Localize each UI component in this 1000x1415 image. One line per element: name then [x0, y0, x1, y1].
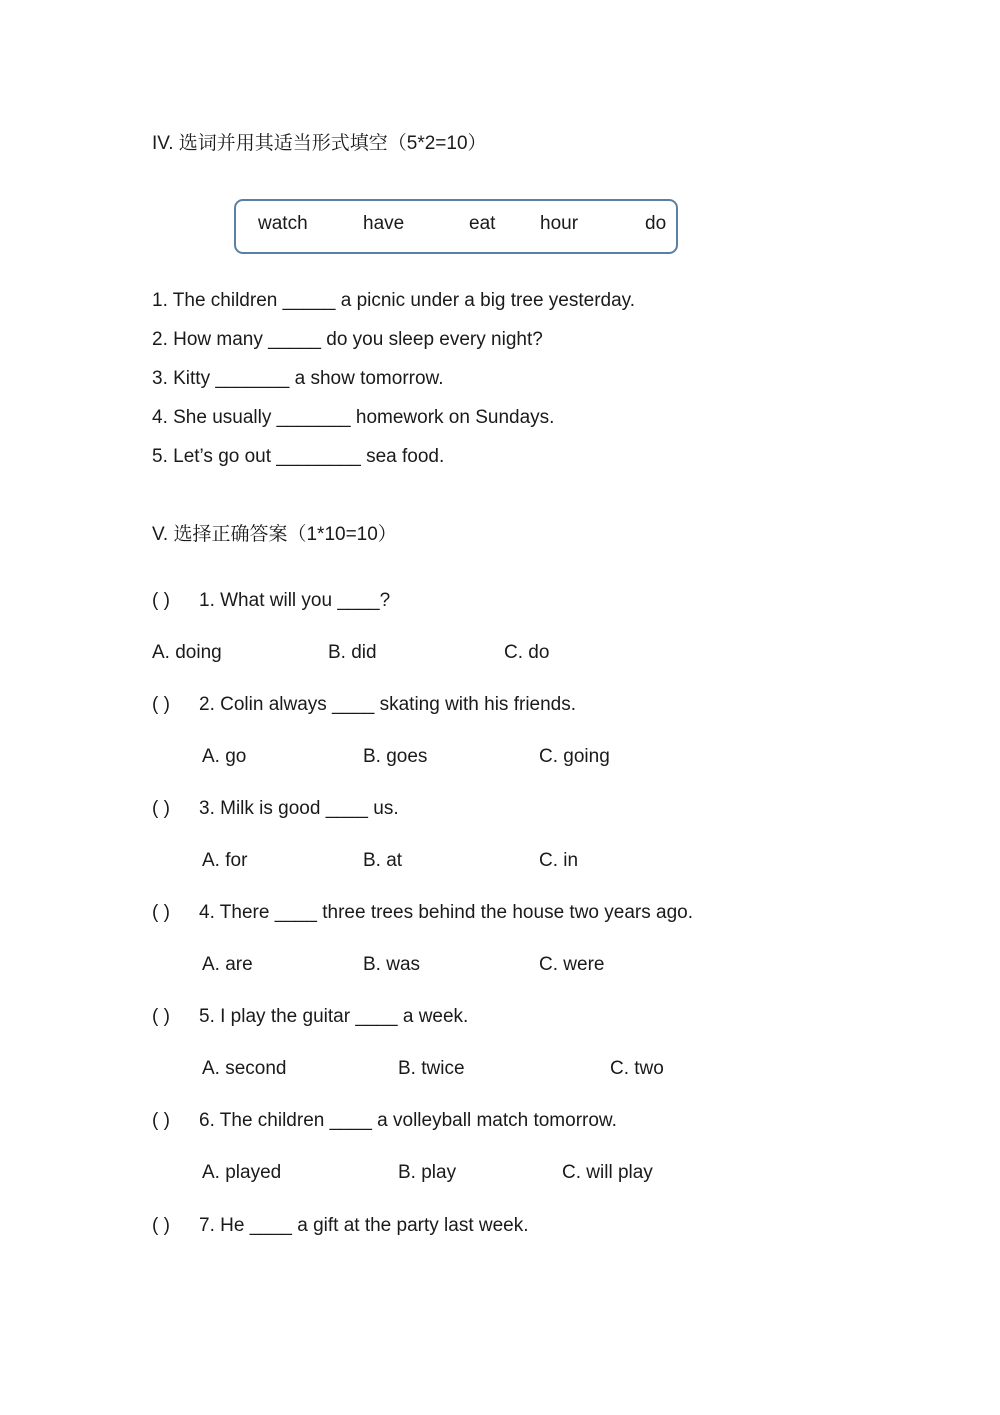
- fill-blank-sentence-4: 4. She usually _______ homework on Sundays.: [152, 407, 555, 428]
- word-bank-item: eat: [469, 213, 496, 234]
- question-6-option-a: A. played: [202, 1162, 282, 1183]
- question-2-option-c: C. going: [539, 746, 610, 767]
- question-2-option-b: B. goes: [363, 746, 428, 767]
- question-2-option-a: A. go: [202, 746, 247, 767]
- fill-blank-sentence-1: 1. The children _____ a picnic under a big tree yesterday.: [152, 290, 636, 311]
- answer-paren: ( ): [152, 1006, 170, 1027]
- word-bank-box: [234, 199, 678, 254]
- question-4-option-c: C. were: [539, 954, 605, 975]
- question-1-option-a: A. doing: [152, 642, 222, 663]
- question-2-text: 2. Colin always ____ skating with his friends.: [199, 694, 577, 715]
- word-bank-item: have: [363, 213, 405, 234]
- section-5-title: V. 选择正确答案（1*10=10）: [152, 524, 397, 545]
- answer-paren: ( ): [152, 1110, 170, 1131]
- question-6-text: 6. The children ____ a volleyball match tomorrow.: [199, 1110, 617, 1131]
- answer-paren: ( ): [152, 1215, 170, 1236]
- question-5-option-c: C. two: [610, 1058, 664, 1079]
- fill-blank-sentence-2: 2. How many _____ do you sleep every night?: [152, 329, 543, 350]
- answer-paren: ( ): [152, 798, 170, 819]
- question-5-option-b: B. twice: [398, 1058, 465, 1079]
- question-4-option-a: A. are: [202, 954, 253, 975]
- answer-paren: ( ): [152, 694, 170, 715]
- question-7-text: 7. He ____ a gift at the party last week.: [199, 1215, 529, 1236]
- question-4-text: 4. There ____ three trees behind the house two years ago.: [199, 902, 693, 923]
- fill-blank-sentence-3: 3. Kitty _______ a show tomorrow.: [152, 368, 444, 389]
- question-3-option-a: A. for: [202, 850, 248, 871]
- question-4-option-b: B. was: [363, 954, 421, 975]
- question-1-text: 1. What will you ____?: [199, 590, 391, 611]
- question-3-option-c: C. in: [539, 850, 579, 871]
- answer-paren: ( ): [152, 902, 170, 923]
- word-bank-item: watch: [258, 213, 308, 234]
- question-3-option-b: B. at: [363, 850, 403, 871]
- question-3-text: 3. Milk is good ____ us.: [199, 798, 399, 819]
- question-5-text: 5. I play the guitar ____ a week.: [199, 1006, 469, 1027]
- word-bank-item: do: [645, 213, 667, 234]
- question-6-option-b: B. play: [398, 1162, 457, 1183]
- word-bank-item: hour: [540, 213, 579, 234]
- question-6-option-c: C. will play: [562, 1162, 653, 1183]
- fill-blank-sentence-5: 5. Let’s go out ________ sea food.: [152, 446, 445, 467]
- question-1-option-c: C. do: [504, 642, 550, 663]
- section-4-title: IV. 选词并用其适当形式填空（5*2=10）: [152, 133, 487, 154]
- question-1-option-b: B. did: [328, 642, 377, 663]
- question-5-option-a: A. second: [202, 1058, 287, 1079]
- answer-paren: ( ): [152, 590, 170, 611]
